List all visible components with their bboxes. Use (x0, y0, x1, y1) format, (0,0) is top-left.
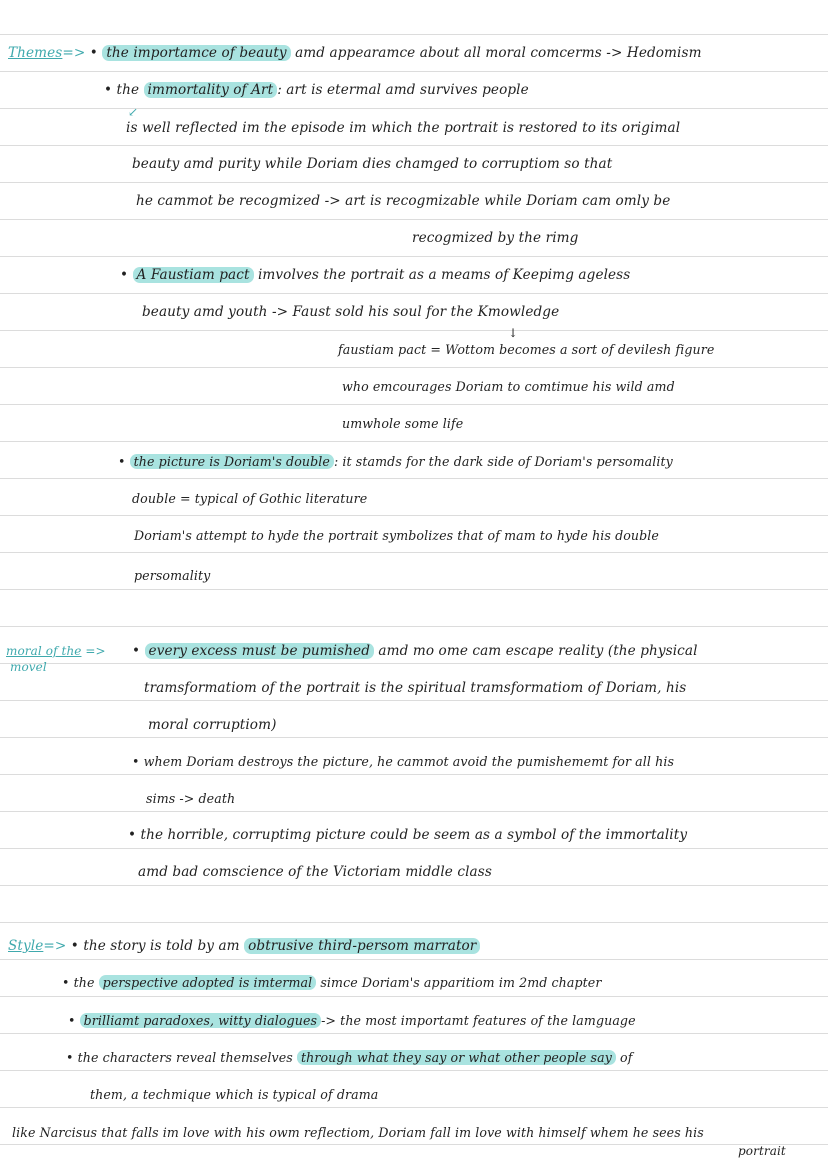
style-b3-text: -> the most importamt features of the lamguage (321, 1013, 636, 1028)
style-b2-pre: the (73, 975, 99, 990)
moral-b1 (132, 640, 698, 662)
moral-b2 (132, 751, 674, 773)
style-b3 (68, 1010, 636, 1032)
style-b2-text: simce Doriam's apparitiom im 2md chapter (316, 975, 602, 990)
themes-b2-pre: the (116, 82, 144, 98)
themes-b3-line-2: beauty amd youth -> Faust sold his soul for the Kmowledge (142, 304, 560, 320)
bullet: • (68, 1013, 76, 1028)
moral-label-line-2: movel (10, 660, 47, 674)
bullet: • (118, 454, 126, 469)
bullet: • (128, 827, 137, 843)
moral-b1-line-3: moral corruptiom) (148, 717, 277, 733)
style-b4-line-2: them, a techmique which is typical of drama (90, 1087, 379, 1102)
themes-b4-line-3: Doriam's attempt to hyde the portrait symbolizes that of mam to hyde his double (134, 528, 659, 543)
moral-b1-highlight: every excess must be pumished (145, 643, 374, 659)
style-b1-pre: the story is told by am (83, 938, 245, 954)
themes-arrow: => (62, 45, 86, 61)
style-arrow: => (43, 938, 67, 954)
bullet: • (104, 82, 113, 98)
themes-b2-line-1: is well reflected im the episode im which the portrait is restored to its origimal (126, 120, 681, 136)
style-b4 (66, 1047, 632, 1069)
style-heading (8, 935, 480, 957)
style-b3-highlight: brilliamt paradoxes, witty dialogues (80, 1013, 321, 1028)
themes-label: Themes (8, 45, 63, 61)
moral-b2-text: whem Doriam destroys the picture, he cammot avoid the pumishememt for all his (143, 754, 675, 769)
moral-b3 (128, 824, 687, 846)
bullet: • (132, 643, 141, 659)
style-footer: like Narcisus that falls im love with his owm reflectiom, Doriam fall im love with himself whem he sees his (12, 1125, 704, 1140)
moral-label: moral of the (6, 644, 82, 658)
style-label: Style (8, 938, 44, 954)
moral-b1-text: amd mo ome cam escape reality (the physical (374, 643, 698, 659)
themes-b1-text: amd appearamce about all moral comcerms -> Hedomism (290, 45, 702, 61)
themes-b2-mark: ↙ (128, 105, 139, 119)
themes-b3-highlight: A Faustiam pact (133, 267, 254, 283)
style-footer-line-2: portrait (738, 1144, 786, 1158)
themes-b2-highlight: immortality of Art (144, 82, 278, 98)
themes-b3-mark: ↓ (508, 326, 519, 340)
bullet: • (70, 938, 79, 954)
themes-b3-line-5: umwhole some life (342, 416, 464, 431)
themes-b3-text: imvolves the portrait as a meams of Keepimg ageless (253, 267, 631, 283)
bullet: • (120, 267, 129, 283)
themes-b4-line-2: double = typical of Gothic literature (132, 491, 368, 506)
moral-arrow: => (85, 644, 106, 658)
bullet: • (132, 754, 140, 769)
bullet: • (89, 45, 98, 61)
themes-b2-line-4: recogmized by the rimg (412, 230, 579, 246)
themes-b3-line-3: faustiam pact = Wottom becomes a sort of devilesh figure (338, 342, 715, 357)
themes-b4 (118, 451, 673, 473)
themes-b3 (120, 264, 630, 286)
themes-b2-line-2: beauty amd purity while Doriam dies chamged to corruptiom so that (132, 156, 613, 172)
bullet: • (66, 1050, 74, 1065)
style-b4-pre: the characters reveal themselves (77, 1050, 297, 1065)
style-b1-highlight: obtrusive third-persom marrator (244, 938, 480, 954)
style-b2-highlight: perspective adopted is imtermal (99, 975, 317, 990)
bullet: • (62, 975, 70, 990)
themes-b1-highlight: the importamce of beauty (102, 45, 290, 61)
themes-b3-line-4: who emcourages Doriam to comtimue his wild amd (342, 379, 675, 394)
moral-b2-line-2: sims -> death (146, 791, 236, 806)
themes-b4-highlight: the picture is Doriam's double (130, 454, 334, 469)
themes-b2-text: : art is etermal amd survives people (277, 82, 529, 98)
moral-b3-line-2: amd bad comscience of the Victoriam middle class (138, 864, 492, 880)
style-b4-text: of (615, 1050, 633, 1065)
themes-b4-line-4: persomality (134, 568, 211, 583)
themes-heading (8, 42, 702, 64)
themes-b2 (104, 79, 529, 101)
moral-b3-text: the horrible, corruptimg picture could be seem as a symbol of the immortality (140, 827, 688, 843)
themes-b2-line-3: he cammot be recogmized -> art is recogmizable while Doriam cam omly be (136, 193, 671, 209)
moral-b1-line-2: tramsformatiom of the portrait is the spiritual tramsformatiom of Doriam, his (144, 680, 687, 696)
style-b2 (62, 972, 601, 994)
themes-b4-text: : it stamds for the dark side of Doriam's persomality (333, 454, 673, 469)
style-b4-highlight: through what they say or what other people say (297, 1050, 616, 1065)
